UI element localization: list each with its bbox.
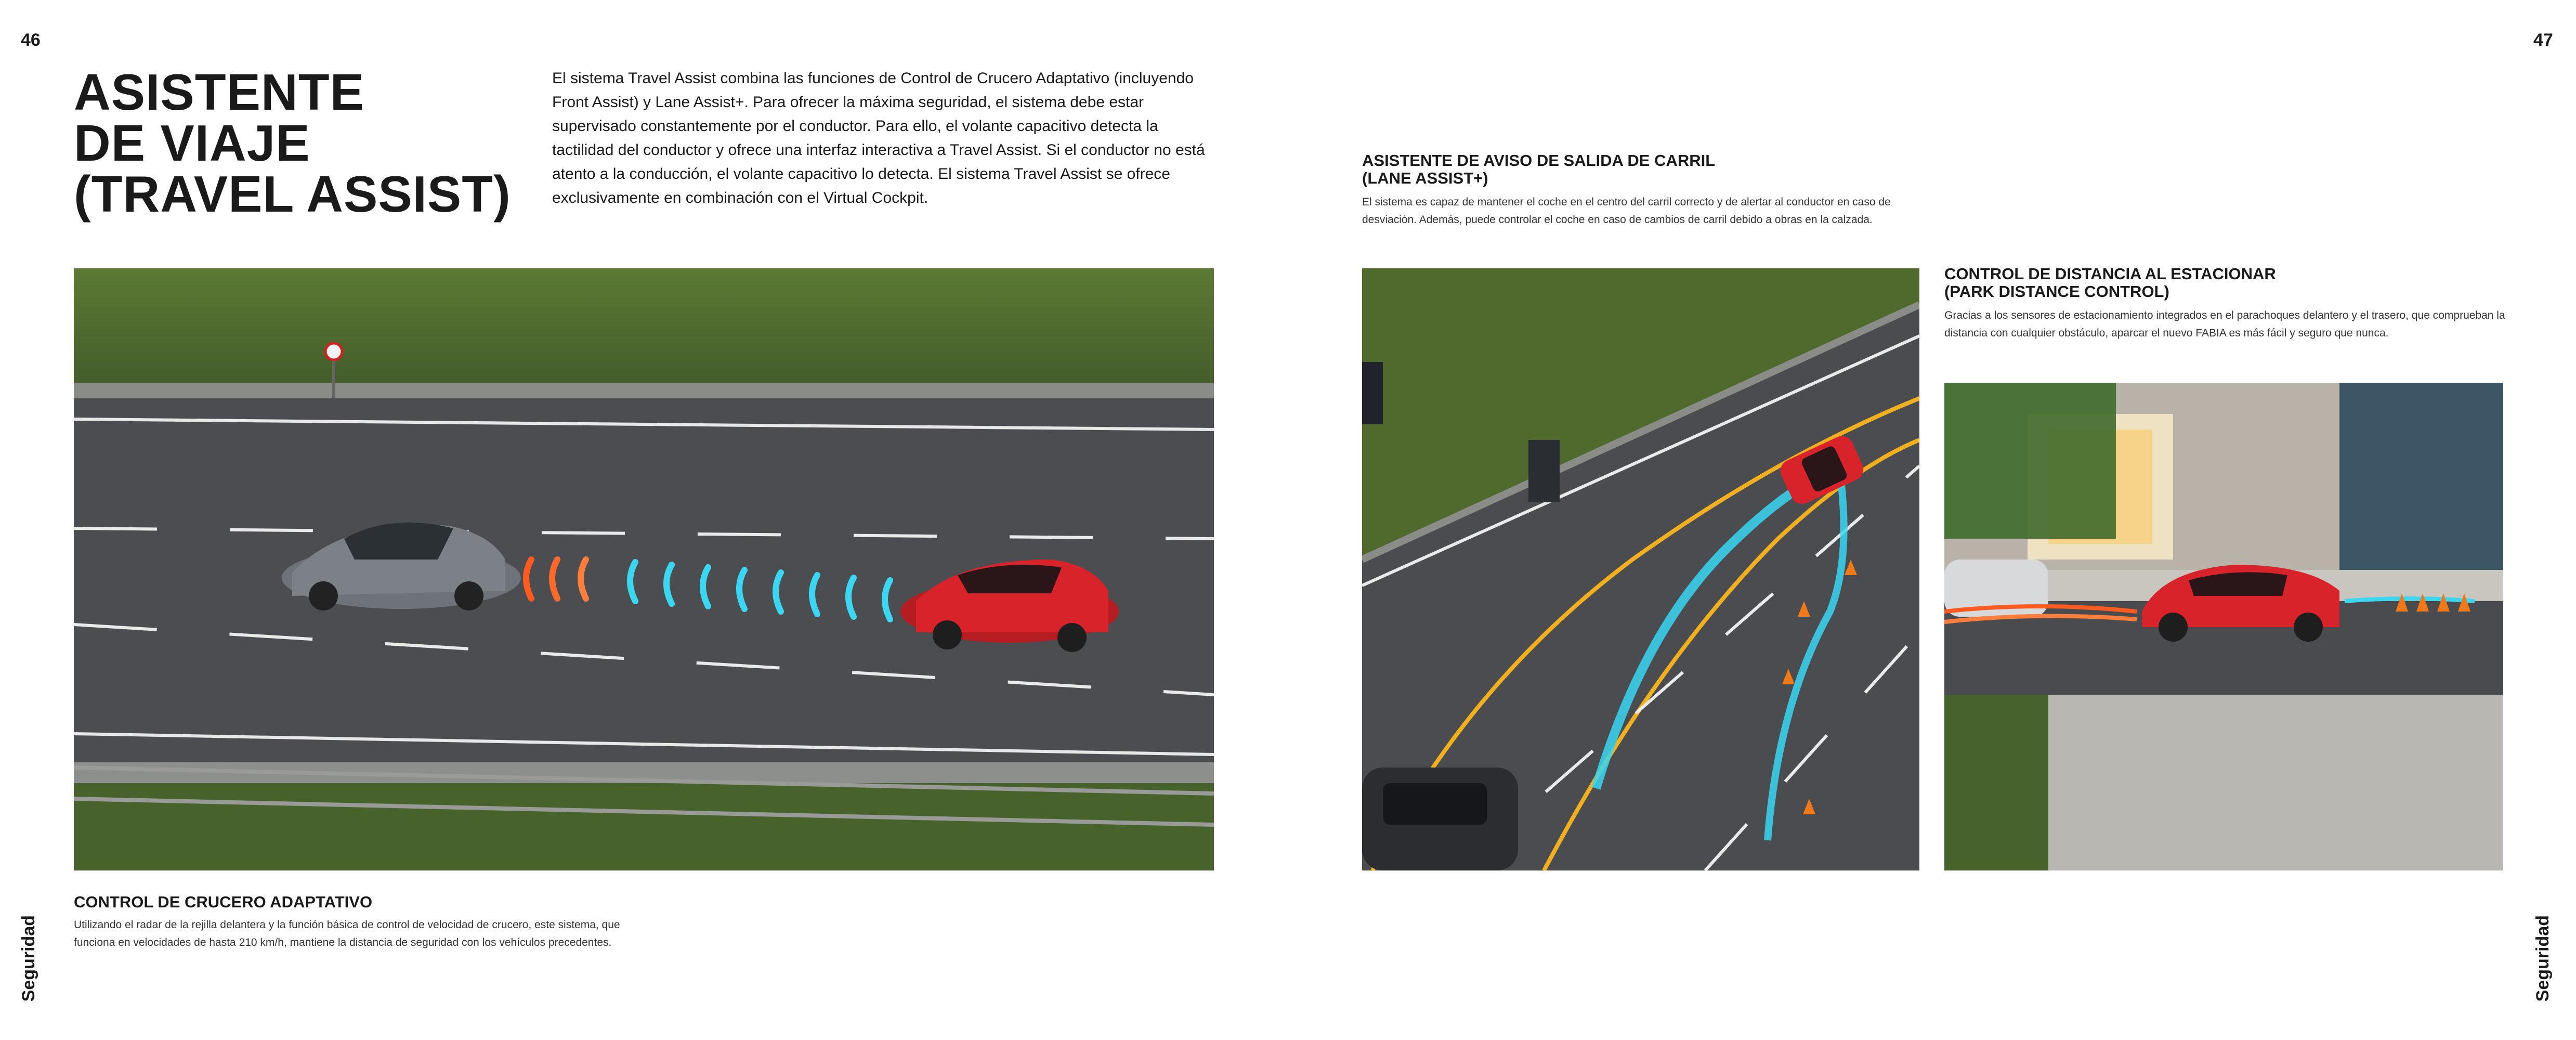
lane-assist-photo [1362,268,1919,870]
intro-paragraph: El sistema Travel Assist combina las funciones de Control de Crucero Adaptativo (incluyendo Front Assist) y Lane Assist+. Para ofrecer la máxima seguridad, el sistema debe estar supervisado constantemente por el conductor. Para ello, el volante capacitivo detecta la tactilidad del conductor y ofrece una interfaz interactiva a Travel Assist. Si el conductor no está atento a la conducción, el volante capacitivo lo detecta. El sistema Travel Assist se ofrece exclusivamente en combinación con el Virtual Cockpit. [552,70,1205,206]
title-line: ASISTENTE [74,63,364,121]
park-distance-photo [1944,383,2503,870]
park-heading-line: CONTROL DE DISTANCIA AL ESTACIONAR [1944,265,2276,283]
lane-heading-line: ASISTENTE DE AVISO DE SALIDA DE CARRIL [1362,151,1716,170]
page-number-right: 47 [2533,30,2553,50]
title-line: (TRAVEL ASSIST) [74,165,511,223]
page-title [74,63,542,223]
lane-assist-description: El sistema es capaz de mantener el coche en el centro del carril correcto y de alertar al conductor en caso de desviación. Además, puede controlar el coche en caso de cambios de carril debido a obras en la calzada. [1362,196,1891,226]
lane-heading-line: (LANE ASSIST+) [1362,169,1488,187]
section-label-right: Seguridad [2533,915,2553,1002]
title-line: DE VIAJE [74,114,310,172]
park-distance-description: Gracias a los sensores de estacionamiento integrados en el parachoques delantero y el trasero, que comprueban la distancia con cualquier obstáculo, aparcar el nuevo FABIA es más fácil y seguro que nunca. [1944,309,2505,339]
section-label-left: Seguridad [19,915,38,1002]
acc-description: Utilizando el radar de la rejilla delantera y la función básica de control de velocidad de crucero, este sistema, que funciona en velocidades de hasta 210 km/h, mantiene la distancia de seguridad con los vehículos precedentes. [74,919,620,948]
acc-heading: CONTROL DE CRUCERO ADAPTATIVO [74,893,373,911]
page-number-left: 46 [21,30,41,50]
lane-assist-heading [1362,152,1934,187]
highway-acc-photo [74,268,1214,870]
park-distance-heading [1944,265,2464,301]
park-heading-line: (PARK DISTANCE CONTROL) [1944,282,2169,301]
